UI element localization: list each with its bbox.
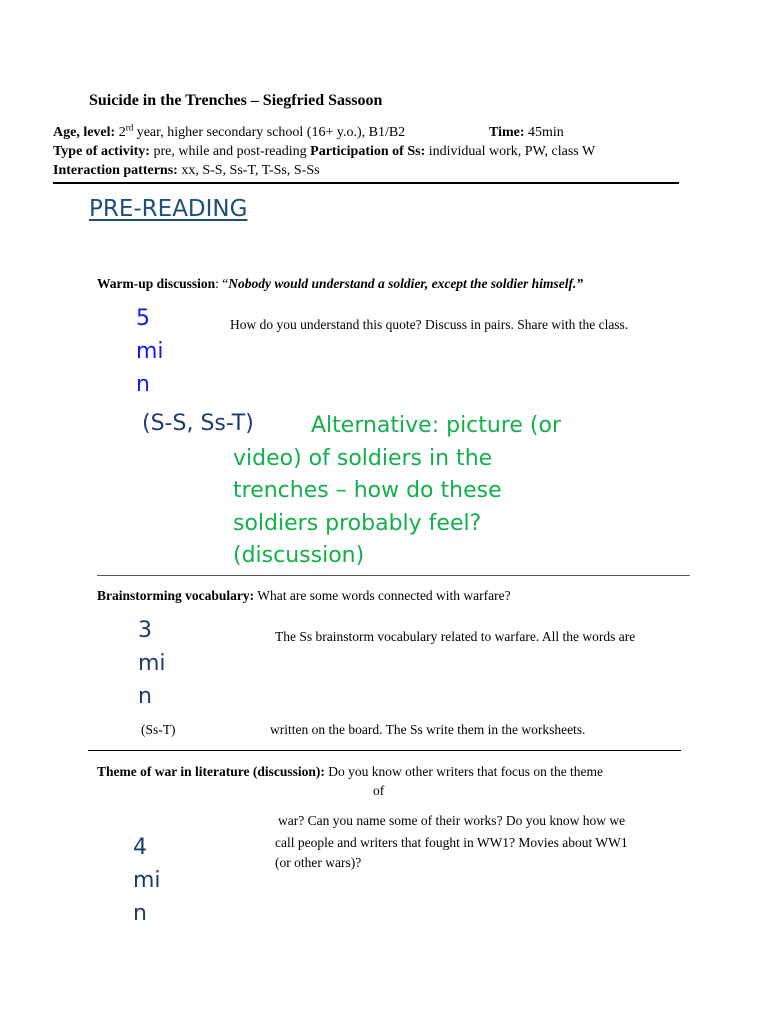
alternative-line: video) of soldiers in the	[233, 446, 493, 471]
activity-label: Type of activity:	[53, 144, 150, 159]
theme-time-line: n	[133, 901, 147, 926]
time-value: 45min	[524, 125, 564, 140]
theme-text-1: war? Can you name some of their works? Do you know how we	[278, 813, 626, 828]
age-level-value-rest: year, higher secondary school (16+ y.o.), B1/B2	[133, 125, 406, 140]
theme-label: Theme of war in literature (discussion):	[97, 764, 325, 779]
ordinal-suffix: rd	[125, 122, 134, 133]
activity-line	[53, 144, 595, 160]
age-level-label: Age, level:	[53, 125, 116, 140]
brainstorm-divider	[88, 750, 681, 751]
theme-text-2: call people and writers that fought in WW1? Movies about WW1	[275, 835, 628, 850]
brainstorm-label: Brainstorming vocabulary:	[97, 588, 255, 603]
activity-value: pre, while and post-reading	[149, 144, 311, 159]
time-line	[489, 125, 564, 141]
alternative-line: (discussion)	[233, 543, 365, 568]
theme-time-line: mi	[133, 868, 161, 893]
theme-question-cont: of	[373, 783, 385, 798]
warmup-time-line: 5	[136, 306, 150, 331]
alternative-line: Alternative: picture (or	[311, 413, 562, 438]
interaction-value: xx, S-S, Ss-T, T-Ss, S-Ss	[177, 163, 320, 178]
brainstorm-time-line: mi	[138, 651, 166, 676]
warmup-pattern: (S-S, Ss-T)	[142, 411, 254, 436]
age-level-line	[53, 122, 406, 141]
warmup-label: Warm-up discussion	[97, 276, 216, 291]
interaction-line	[53, 163, 320, 179]
theme-time-line: 4	[133, 835, 147, 860]
warmup-instruction: How do you understand this quote? Discuss in pairs. Share with the class.	[230, 317, 629, 332]
brainstorm-text-1: The Ss brainstorm vocabulary related to warfare. All the words are	[275, 629, 636, 644]
theme-text-3: (or other wars)?	[275, 855, 362, 870]
warmup-line	[97, 276, 583, 292]
warmup-divider	[97, 575, 690, 576]
brainstorm-time-line: 3	[138, 618, 152, 643]
brainstorm-text-2: written on the board. The Ss write them in the worksheets.	[270, 722, 586, 737]
participation-label: Participation of Ss:	[310, 144, 426, 159]
header-divider	[53, 182, 679, 184]
warmup-time-line: mi	[136, 339, 164, 364]
theme-time	[133, 831, 161, 930]
theme-line	[97, 764, 603, 780]
document-title: Suicide in the Trenches – Siegfried Sassoon	[89, 92, 383, 109]
participation-value: individual work, PW, class W	[425, 144, 596, 159]
time-label: Time:	[489, 125, 525, 140]
brainstorm-pattern: (Ss-T)	[141, 722, 176, 737]
interaction-label: Interaction patterns:	[53, 163, 178, 178]
theme-question: Do you know other writers that focus on the theme	[324, 764, 604, 779]
brainstorm-time	[138, 614, 166, 713]
alternative-line: soldiers probably feel?	[233, 511, 482, 536]
brainstorm-time-line: n	[138, 684, 152, 709]
alternative-line: trenches – how do these	[233, 478, 502, 503]
section-heading: PRE-READING	[89, 196, 248, 222]
warmup-time	[136, 302, 164, 401]
warmup-colon-quote: : “	[215, 276, 229, 291]
age-level-value: 2	[115, 125, 126, 140]
warmup-time-line: n	[136, 372, 150, 397]
brainstorm-question: What are some words connected with warfare?	[254, 588, 511, 603]
warmup-quote: Nobody would understand a soldier, except the soldier himself.”	[228, 276, 584, 291]
brainstorm-line	[97, 588, 511, 604]
